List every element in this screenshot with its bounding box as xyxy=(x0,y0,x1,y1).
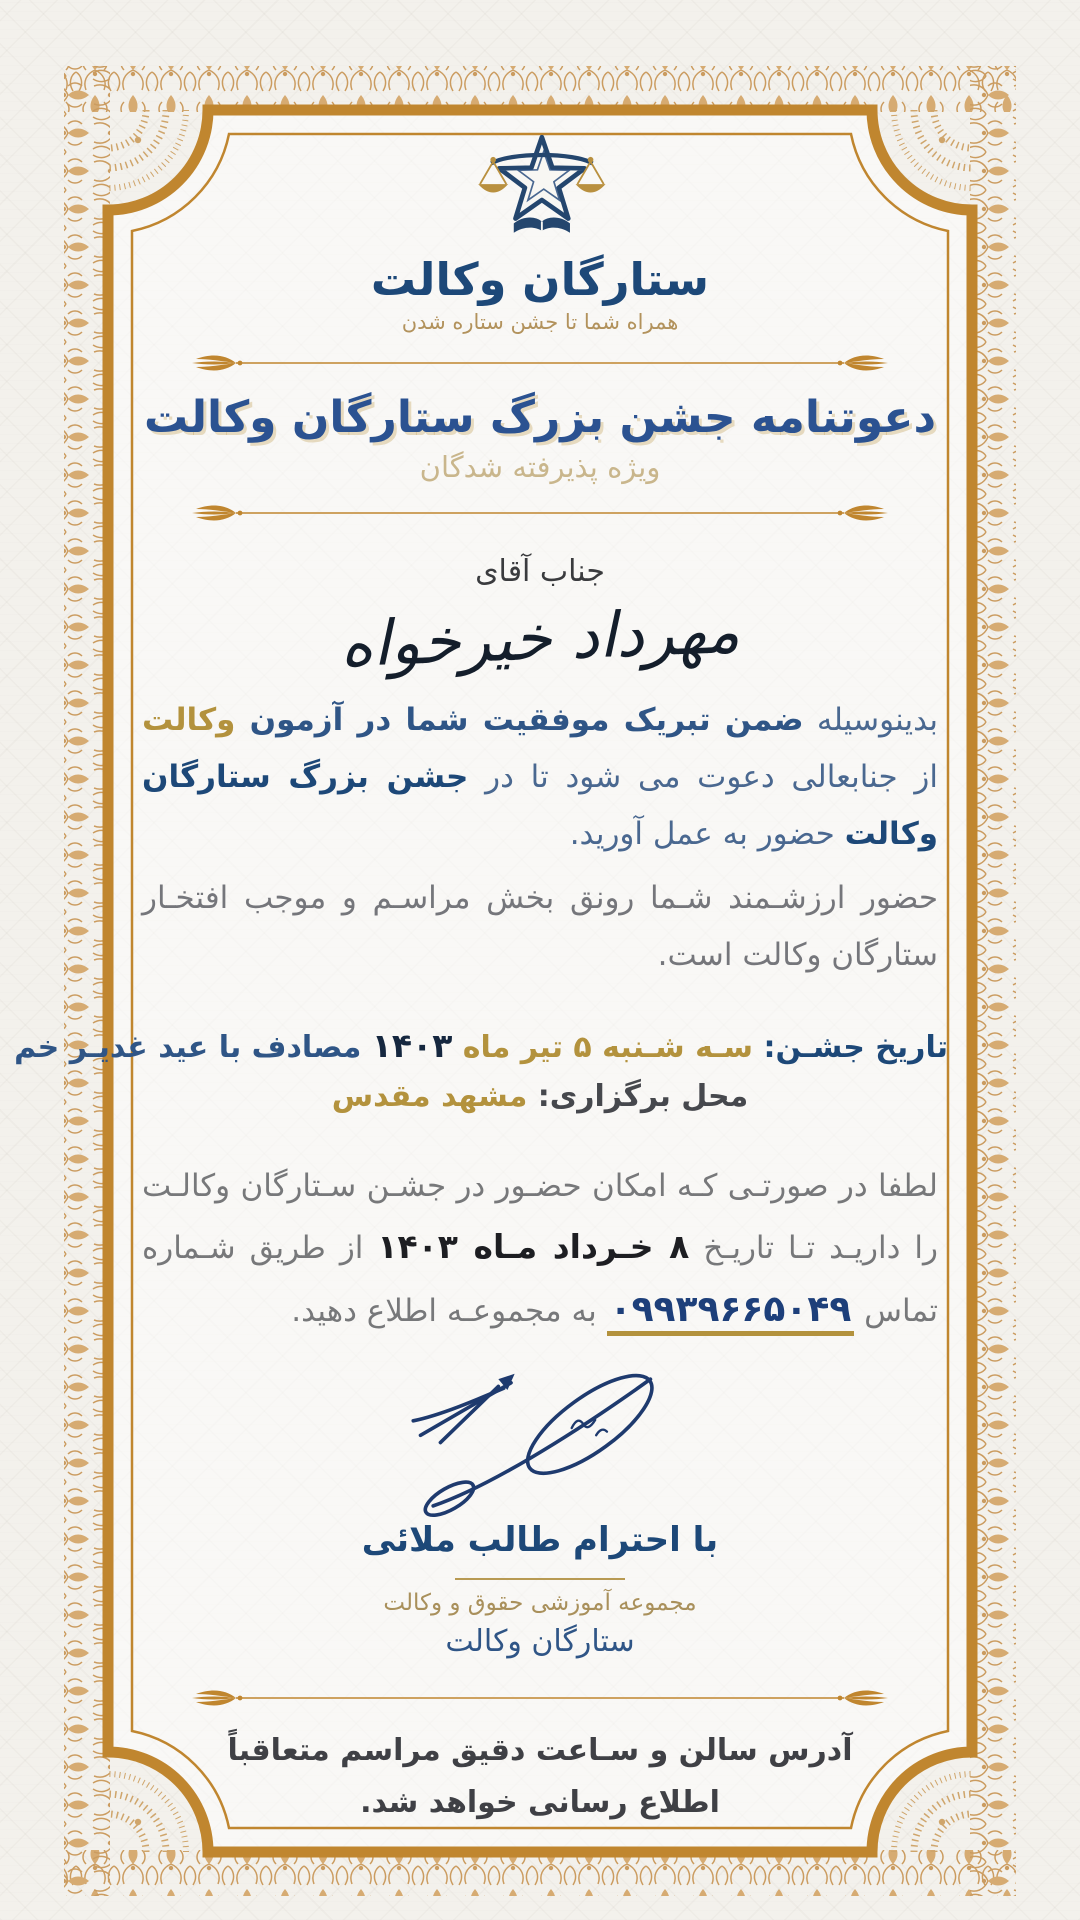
organization-subtitle: مجموعه آموزشی حقوق و وکالت xyxy=(383,1589,697,1616)
recipient-name: مهرداد خیرخواه xyxy=(339,593,741,681)
brand-logo xyxy=(132,126,948,248)
ornamental-divider xyxy=(190,350,890,376)
brand-tagline: همراه شما تا جشن ستاره شدن xyxy=(401,310,679,335)
fleur-divider-icon xyxy=(190,1685,890,1711)
event-date-year: ۱۴۰۳ xyxy=(371,1026,453,1066)
invitation-card-content xyxy=(14,112,948,1852)
p3-closing: به مجموعـه اطلاع دهید. xyxy=(291,1293,597,1330)
footer-note xyxy=(132,1725,948,1830)
rsvp-paragraph xyxy=(142,1158,938,1343)
phone-number-link[interactable]: ۰۹۹۳۹۶۶۵۰۴۹ xyxy=(607,1289,855,1336)
p3-via: از طریق شـماره تماس xyxy=(142,1229,938,1330)
signature-image xyxy=(132,1352,948,1524)
footer-note-line2: اطلاع رسانی خواهد شد. xyxy=(360,1785,720,1821)
p1-event-name: جشن بزرگ ستارگان وکالت xyxy=(142,758,938,853)
event-venue-value: مشهد مقدس xyxy=(331,1079,528,1115)
event-date-occasion: مصادف با عید غدیـر خم xyxy=(14,1030,362,1066)
event-venue-label: محل برگزاری: xyxy=(527,1079,749,1115)
invitation-body-paragraph xyxy=(142,692,938,864)
event-date-line xyxy=(14,1026,948,1066)
invitation-subtitle: ویژه پذیرفته شدگان xyxy=(419,449,661,484)
p1-exam-highlight: وکالت xyxy=(142,701,236,738)
brand-name: ستارگان وکالت xyxy=(370,253,710,306)
scales-right-pan xyxy=(576,157,606,193)
recipient-salutation: جناب آقای xyxy=(475,553,605,589)
ornamental-divider xyxy=(190,1685,890,1711)
ornamental-divider xyxy=(190,500,890,526)
rsvp-deadline-date: ۸ خـرداد مـاه ۱۴۰۳ xyxy=(377,1226,690,1266)
handwritten-signature-icon xyxy=(370,1352,710,1524)
footer-note-line1: آدرس سالن و سـاعت دقیق مراسم متعاقباً xyxy=(227,1732,853,1768)
invitation-title: دعوتنامه جشن بزرگ ستارگان وکالت xyxy=(143,392,937,444)
p1-success-text: موفقیت شما در آزمون xyxy=(235,701,610,738)
event-date-value: سـه شـنبه ۵ تیر ماه xyxy=(452,1030,754,1066)
fleur-divider-icon xyxy=(190,500,890,526)
organization-name: ستارگان وکالت xyxy=(445,1623,635,1659)
fleur-divider-icon xyxy=(190,350,890,376)
event-date-label: تاریخ جشـن: xyxy=(753,1030,948,1066)
p1-congrats: ضمن تبریک xyxy=(609,701,804,738)
p1-closing: حضور به عمل آورید. xyxy=(569,816,835,853)
scales-star-book-logo-icon xyxy=(432,126,648,244)
p1-invite-text: از جنابعالی دعوت می شود تا در xyxy=(468,758,939,795)
signature-respect-line: با احترام طالب ملائی xyxy=(361,1519,719,1560)
star-outline xyxy=(499,137,584,218)
scales-left-pan xyxy=(478,157,508,193)
event-venue-line xyxy=(132,1079,948,1114)
signature-divider-line xyxy=(455,1578,625,1580)
open-book xyxy=(514,218,570,233)
p1-intro: بدینوسیله xyxy=(803,701,939,738)
p3-intro: لطفا در صورتـی کـه امکان حضـور در جشـن سـتارگان وکالـت را داریـد تـا تاریـخ xyxy=(142,1168,938,1266)
honor-paragraph: حضور ارزشـمند شـما رونق بخش مراسـم و موجب افتخـار ستارگان وکالت است. xyxy=(142,879,938,974)
